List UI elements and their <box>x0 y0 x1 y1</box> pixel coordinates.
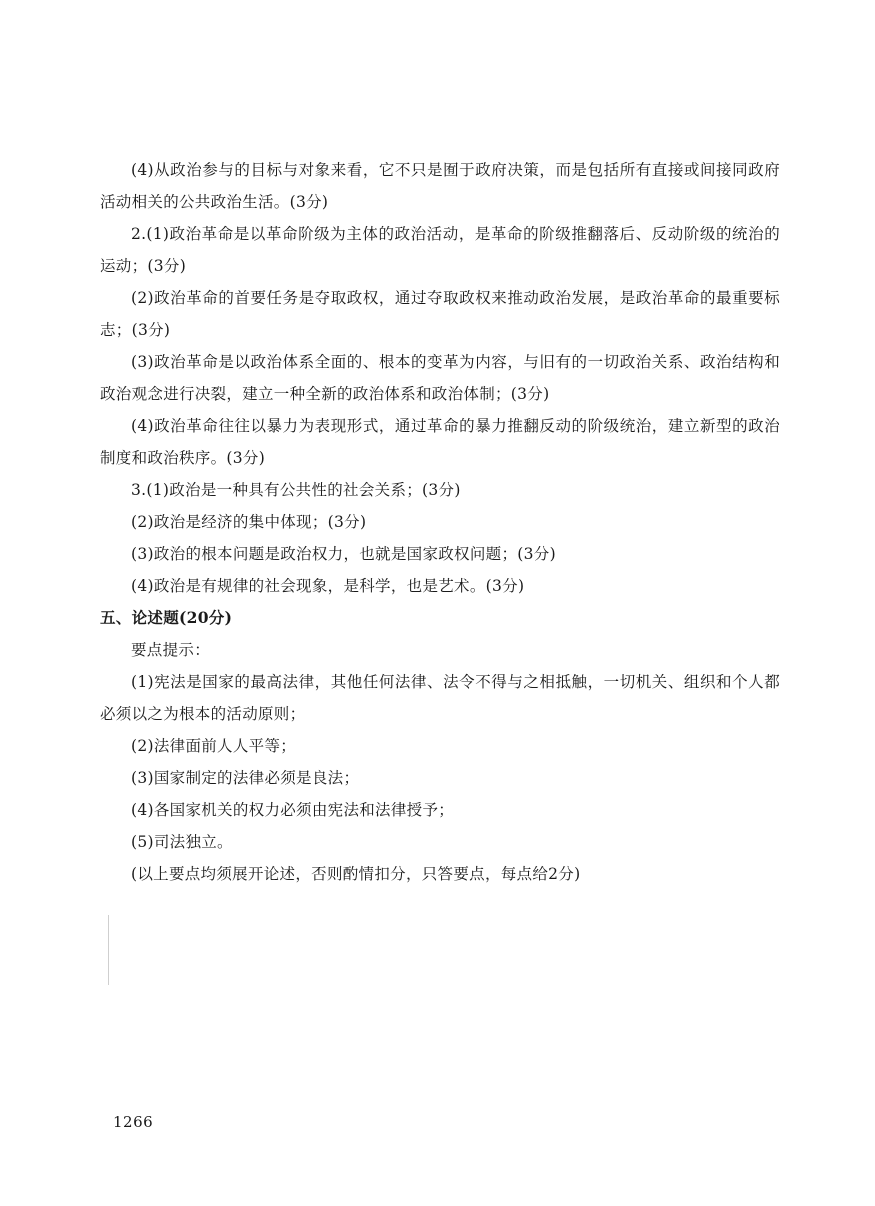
essay-point-5: (5)司法独立。 <box>131 833 233 851</box>
essay-point-4: (4)各国家机关的权力必须由宪法和法律授予； <box>131 801 455 819</box>
answer-3-1: 3.(1)政治是一种具有公共性的社会关系；(3分) <box>131 481 461 499</box>
essay-point-3: (3)国家制定的法律必须是良法； <box>131 769 360 787</box>
page-number: 1266 <box>113 1113 154 1131</box>
essay-intro: 要点提示： <box>131 641 211 659</box>
answer-content <box>100 154 780 890</box>
section-heading: 五、论述题(20分) <box>100 608 233 627</box>
answer-1-4: (4)从政治参与的目标与对象来看，它不只是囿于政府决策，而是包括所有直接或间接同政府活动相关的公共政治生活。(3分) <box>100 161 780 211</box>
answer-3-2: (2)政治是经济的集中体现；(3分) <box>131 513 367 531</box>
essay-point-1: (1)宪法是国家的最高法律，其他任何法律、法令不得与之相抵触，一切机关、组织和个人都必须以之为根本的活动原则； <box>100 673 780 723</box>
answer-2-1: 2.(1)政治革命是以革命阶级为主体的政治活动，是革命的阶级推翻落后、反动阶级的统治的运动；(3分) <box>100 225 780 275</box>
scan-artifact-line <box>108 915 109 985</box>
essay-note: (以上要点均须展开论述，否则酌情扣分，只答要点，每点给2分) <box>131 865 581 883</box>
answer-2-3: (3)政治革命是以政治体系全面的、根本的变革为内容，与旧有的一切政治关系、政治结构和政治观念进行决裂，建立一种全新的政治体系和政治体制；(3分) <box>100 353 780 403</box>
answer-3-3: (3)政治的根本问题是政治权力，也就是国家政权问题；(3分) <box>131 545 556 563</box>
answer-3-4: (4)政治是有规律的社会现象，是科学，也是艺术。(3分) <box>131 577 525 595</box>
answer-2-2: (2)政治革命的首要任务是夺取政权，通过夺取政权来推动政治发展，是政治革命的最重要标志；(3分) <box>100 289 780 339</box>
essay-point-2: (2)法律面前人人平等； <box>131 737 297 755</box>
answer-2-4: (4)政治革命往往以暴力为表现形式，通过革命的暴力推翻反动的阶级统治，建立新型的政治制度和政治秩序。(3分) <box>100 417 780 467</box>
